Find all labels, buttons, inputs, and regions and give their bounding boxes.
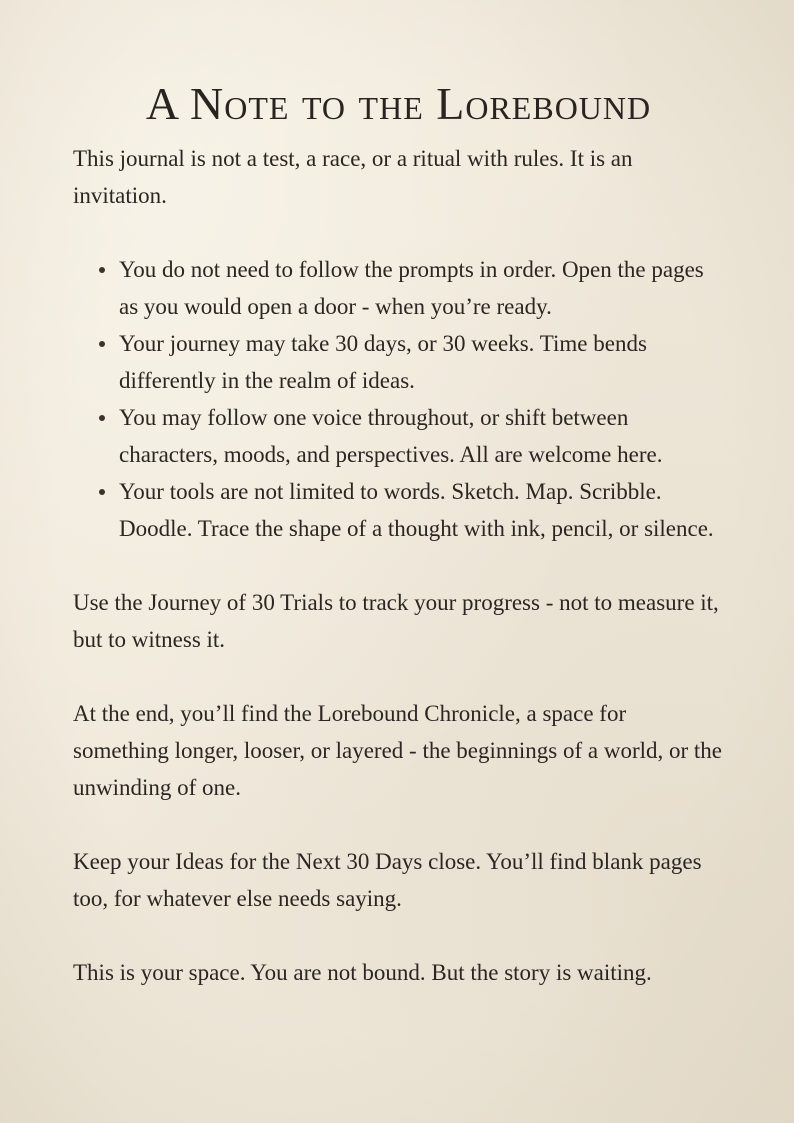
intro-paragraph: This journal is not a test, a race, or a ritual with rules. It is an invitation.	[73, 146, 633, 209]
page-title: A Note to the Lorebound	[145, 78, 652, 129]
list-item: Your tools are not limited to words. Sketch. Map. Scribble. Doodle. Trace the shape of a thought with ink, pencil, or silence.	[119, 473, 724, 547]
closing-paragraph: This is your space. You are not bound. But the story is waiting.	[73, 960, 652, 986]
ideas-paragraph: Keep your Ideas for the Next 30 Days close. You’ll find blank pages too, for whatever else needs saying.	[73, 849, 702, 912]
list-item: Your journey may take 30 days, or 30 weeks. Time bends differently in the realm of ideas.	[119, 325, 724, 399]
journey-paragraph: Use the Journey of 30 Trials to track your progress - not to measure it, but to witness it.	[73, 590, 719, 653]
guidance-list	[73, 251, 724, 547]
list-item: You may follow one voice throughout, or shift between characters, moods, and perspectives. All are welcome here.	[119, 399, 724, 473]
chronicle-paragraph: At the end, you’ll find the Lorebound Chronicle, a space for something longer, looser, or layered - the beginnings of a world, or the unwinding of one.	[73, 701, 723, 801]
list-item: You do not need to follow the prompts in order. Open the pages as you would open a door - when you’re ready.	[119, 251, 724, 325]
